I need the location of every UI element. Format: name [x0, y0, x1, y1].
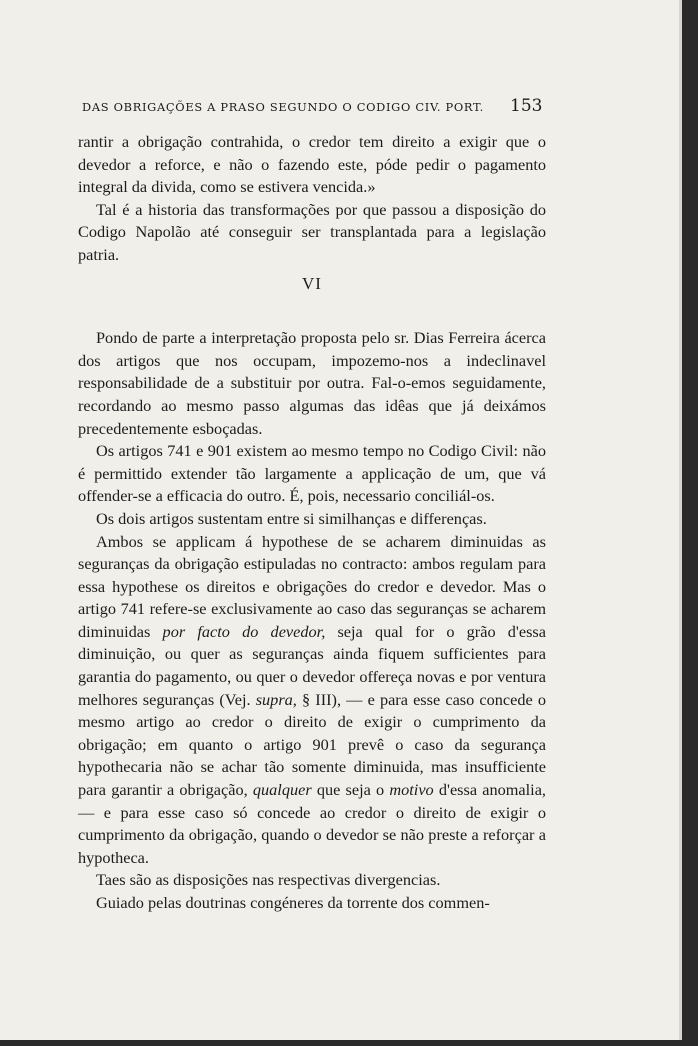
body-text: [78, 131, 546, 915]
running-header: DAS OBRIGAÇÕES A PRASO SEGUNDO O CODIGO CIV. PORT.: [82, 100, 484, 114]
paragraph: Tal é a historia das transformações por que passou a disposição do Codigo Napolão até conseguir ser transplantada para a legislação patria.: [78, 199, 546, 264]
paragraph: Os artigos 741 e 901 existem ao mesmo tempo no Codigo Civil: não é permittido extender tão largamente a applicação de um, que vá offender-se a efficacia do outro. É, pois, necessario conciliál-os.: [78, 441, 546, 506]
text-run: seja qual for o grão d'essa diminuição, ou quer as seguranças ainda fiquem sufficientes para garantia do pagamento, ou quer o devedor offereça novas e por ventura melhores seguranças (Vej.: [78, 621, 546, 709]
italic-text: supra,: [255, 689, 297, 709]
text-run: que seja o: [311, 780, 390, 800]
paragraph-continuation: rantir a obrigação contrahida, o credor tem direito a exigir que o devedor a reforce, e não o fazendo este, póde pedir o pagamento integral da divida, como se estivera vencida.»: [78, 132, 546, 197]
italic-text: motivo: [389, 780, 434, 800]
paragraph: Taes são as disposições nas respectivas divergencias.: [96, 870, 441, 890]
section-heading: VI: [302, 273, 322, 293]
text-run: d'essa anomalia, — e para esse caso só concede ao credor o direito de exigir o cumprimento da obrigação, quando o devedor se não preste a reforçar a hypotheca.: [78, 780, 546, 867]
text-run: Ambos se applicam á hypothese de se acharem diminuidas as seguranças da obrigação estipuladas no contracto: ambos regulam para essa hypothese os direitos e obrigações do credor e devedor. Mas o artigo 741 refere-se exclusivamente ao caso das seguranças se acharem diminuidas: [78, 531, 546, 641]
paragraph: Pondo de parte a interpretação proposta pelo sr. Dias Ferreira ácerca dos artigos que nos occupam, impozemo-nos a indeclinavel responsabilidade de a substituir por outra. Fal-o-emos seguidamente, recordando ao mesmo passo algumas das idêas que já deixámos precedentemente esboçadas.: [78, 328, 546, 438]
text-run: § III), — e para esse caso concede o mesmo artigo ao credor o direito de exigir o cumprimento da obrigação; em quanto o artigo 901 prevê o caso da segurança hypothecaria não se achar tão somente diminuida, mas insufficiente para garantir a obrigação,: [78, 689, 547, 800]
paragraph-articles-comparison: [78, 531, 546, 870]
paragraph: Guiado pelas doutrinas congéneres da torrente dos commen-: [96, 893, 490, 912]
paragraph: Os dois artigos sustentam entre si similhanças e differenças.: [96, 508, 487, 528]
italic-text: por facto do devedor,: [162, 621, 326, 641]
page-number: 153: [510, 96, 543, 116]
italic-text: qualquer: [252, 780, 312, 800]
